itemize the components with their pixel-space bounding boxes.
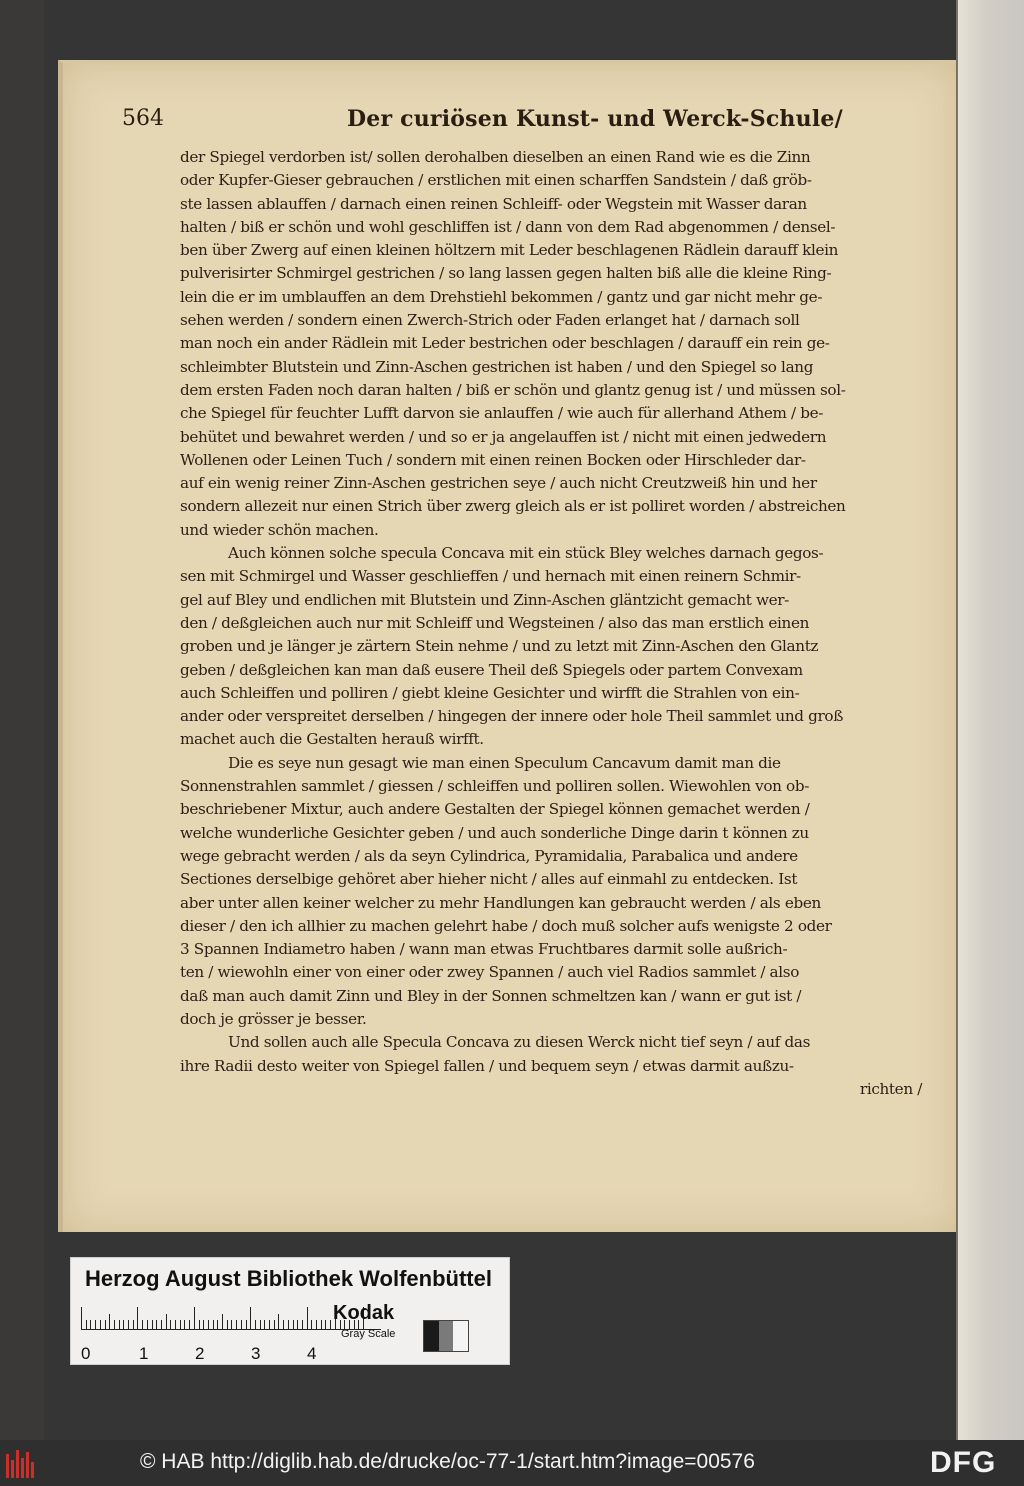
ruler-tick: [100, 1320, 101, 1329]
text-line: behütet und bewahret werden / und so er ja angelauffen ist / nicht mit einen jedwedern: [180, 427, 827, 446]
text-line: oder Kupfer-Gieser gebrauchen / erstlichen mit einen scharffen Sandstein / daß gröb-: [180, 171, 812, 190]
ruler-tick: [269, 1320, 270, 1329]
text-line: halten / biß er schön und wohl geschliffen ist / dann von dem Rad abgenommen / densel-: [180, 217, 836, 236]
ruler-tick: [147, 1320, 148, 1329]
ruler-tick: [227, 1320, 228, 1329]
ruler-tick: [180, 1320, 181, 1329]
gray-scale-label: Gray Scale: [341, 1328, 396, 1340]
ruler-tick: [236, 1320, 237, 1329]
text-line: schleimbter Blutstein und Zinn-Aschen gestrichen ist haben / und den Spiegel so lang: [180, 357, 814, 376]
hab-logo-icon: [6, 1448, 36, 1478]
ruler-tick: [81, 1307, 82, 1329]
gray-scale-swatches: [423, 1320, 469, 1352]
ruler-tick: [133, 1320, 134, 1329]
text-line: Auch können solche specula Concava mit ein stück Bley welches darnach gegos-: [228, 544, 824, 563]
ruler-tick: [288, 1320, 289, 1329]
text-line: daß man auch damit Zinn und Bley in der Sonnen schmeltzen kan / wann er gut ist /: [180, 986, 802, 1005]
ruler-tick: [194, 1307, 195, 1329]
ruler-tick: [241, 1320, 242, 1329]
text-line: lein die er im umblauffen an dem Drehstiehl bekommen / gantz und gar nicht mehr ge-: [180, 287, 823, 306]
text-line: ander oder verspreitet derselben / hingegen der innere oder hole Theil sammlet und groß: [180, 707, 843, 726]
ruler-tick: [302, 1320, 303, 1329]
text-line: welche wunderliche Gesichter geben / und auch sonderliche Dinge darin t können zu: [180, 823, 809, 842]
page-header: [122, 104, 932, 140]
body-text: [180, 146, 936, 1101]
ruler-tick: [105, 1320, 106, 1329]
ruler-tick: [86, 1320, 87, 1329]
text-line: 3 Spannen Indiametro haben / wann man etwas Fruchtbares darmit solle außrich-: [180, 940, 788, 959]
dfg-logo: DFG: [930, 1446, 997, 1479]
ruler-tick: [297, 1320, 298, 1329]
ruler-tick: [260, 1320, 261, 1329]
ruler-tick: [321, 1320, 322, 1329]
ruler-tick: [283, 1320, 284, 1329]
text-line: ste lassen ablauffen / darnach einen reinen Schleiff- oder Wegstein mit Wasser daran: [180, 194, 807, 213]
text-line: machet auch die Gestalten herauß wirfft.: [180, 730, 484, 749]
ruler-number: 2: [195, 1344, 205, 1363]
ruler-tick: [90, 1320, 91, 1329]
ruler-number: 3: [251, 1344, 261, 1363]
ruler-tick: [325, 1320, 326, 1329]
text-line: pulverisirter Schmirgel gestrichen / so lang lassen gegen halten biß alle die kleine Ring-: [180, 264, 832, 283]
text-line: ben über Zwerg auf einen kleinen höltzern mit Leder beschlagenen Rädlein darauff klein: [180, 241, 839, 260]
text-line: wege gebracht werden / als da seyn Cylindrica, Pyramidalia, Parabalica und andere: [180, 846, 798, 865]
ruler-tick: [119, 1320, 120, 1329]
swatch-white: [453, 1321, 468, 1351]
ruler-tick: [199, 1320, 200, 1329]
ruler-number: 1: [139, 1344, 149, 1363]
ruler-tick: [189, 1320, 190, 1329]
ruler-tick: [156, 1320, 157, 1329]
text-line: dem ersten Faden noch daran halten / biß er schön und glantz genug ist / und müssen sol-: [180, 380, 846, 399]
kodak-logo: Kodak: [333, 1302, 395, 1324]
text-line: Sectiones derselbige gehöret aber hieher nicht / alles auf einmahl zu entdecken. Ist: [180, 870, 798, 889]
text-line: ihre Radii desto weiter von Spiegel fallen / und bequem seyn / etwas darmit außzu-: [180, 1056, 794, 1075]
ruler-tick: [109, 1314, 110, 1329]
source-url[interactable]: © HAB http://diglib.hab.de/drucke/oc-77-1/start.htm?image=00576: [140, 1450, 755, 1473]
text-line: beschriebener Mixtur, auch andere Gestalten der Spiegel können gemachet werden /: [180, 800, 810, 819]
page-number: 564: [122, 106, 164, 131]
text-line: geben / deßgleichen kan man daß eusere Theil deß Spiegels oder partem Convexam: [180, 660, 803, 679]
ruler-tick: [142, 1320, 143, 1329]
ruler-tick: [255, 1320, 256, 1329]
ruler-tick: [208, 1320, 209, 1329]
ruler-tick: [311, 1320, 312, 1329]
text-line: richten /: [859, 1079, 922, 1098]
paragraph-1: [180, 146, 936, 542]
paragraph-3: [180, 752, 936, 1032]
ruler-number: 4: [307, 1344, 317, 1363]
ruler-tick: [170, 1320, 171, 1329]
ruler-tick: [278, 1314, 279, 1329]
ruler-tick: [95, 1320, 96, 1329]
library-color-target: [70, 1257, 510, 1365]
text-line: aber unter allen keiner welcher zu mehr Handlungen kan gebraucht werden / als eben: [180, 893, 821, 912]
text-line: gel auf Bley und endlichen mit Blutstein und Zinn-Aschen gläntzicht gemacht wer-: [180, 590, 789, 609]
ruler-tick: [250, 1307, 251, 1329]
ruler-tick: [114, 1320, 115, 1329]
text-line: auch Schleiffen und polliren / giebt kleine Gesichter und wirfft die Strahlen von ein-: [180, 683, 800, 702]
text-line: der Spiegel verdorben ist/ sollen derohalben dieselben an einen Rand wie es die Zinn: [180, 148, 811, 166]
paragraph-2: [180, 542, 936, 752]
ruler-tick: [217, 1320, 218, 1329]
text-line: Sonnenstrahlen sammlet / giessen / schleiffen und polliren sollen. Wiewohlen von ob-: [180, 777, 810, 796]
ruler-tick: [231, 1320, 232, 1329]
text-line: den / deßgleichen auch nur mit Schleiff und Wegsteinen / also das man erstlich einen: [180, 613, 810, 632]
text-line: und wieder schön machen.: [180, 520, 379, 539]
ruler-tick: [203, 1320, 204, 1329]
ruler-tick: [307, 1307, 308, 1329]
ruler-tick: [316, 1320, 317, 1329]
ruler-number: 0: [81, 1344, 91, 1363]
text-line: sehen werden / sondern einen Zwerch-Strich oder Faden erlanget hat / darnach soll: [180, 311, 800, 330]
ruler-tick: [274, 1320, 275, 1329]
text-line: ten / wiewohln einer von einer oder zwey Spannen / auch viel Radios sammlet / also: [180, 963, 800, 982]
ruler-tick: [166, 1314, 167, 1329]
ruler-tick: [152, 1320, 153, 1329]
text-line: groben und je länger je zärtern Stein nehme / und zu letzt mit Zinn-Aschen den Glantz: [180, 637, 819, 656]
ruler-tick: [161, 1320, 162, 1329]
ruler-tick: [137, 1307, 138, 1329]
paragraph-4: [180, 1031, 936, 1101]
ruler-tick: [128, 1320, 129, 1329]
ruler-tick: [123, 1320, 124, 1329]
ruler-tick: [222, 1314, 223, 1329]
ruler-tick: [330, 1320, 331, 1329]
running-title: Der curiösen Kunst- und Werck-Schule/: [347, 106, 843, 132]
ruler-tick: [213, 1320, 214, 1329]
text-line: Und sollen auch alle Specula Concava zu diesen Werck nicht tief seyn / auf das: [228, 1033, 811, 1052]
text-line: Wollenen oder Leinen Tuch / sondern mit einen reinen Bocken oder Hirschleder dar-: [180, 450, 806, 469]
swatch-gray: [439, 1321, 454, 1351]
text-line: man noch ein ander Rädlein mit Leder bestrichen oder beschlagen / darauff ein rein ge-: [180, 334, 830, 353]
facing-page-edge: [958, 0, 1024, 1440]
library-name: Herzog August Bibliothek Wolfenbüttel: [85, 1266, 492, 1291]
text-line: dieser / den ich allhier zu machen gelehrt habe / doch muß solcher aufs wenigste 2 oder: [180, 916, 832, 935]
ruler-tick: [184, 1320, 185, 1329]
text-line: auf ein wenig reiner Zinn-Aschen gestrichen seye / auch nicht Creutzweiß hin und her: [180, 474, 817, 493]
text-line: doch je grösser je besser.: [180, 1009, 367, 1028]
ruler-tick: [246, 1320, 247, 1329]
swatch-black: [424, 1321, 439, 1351]
text-line: che Spiegel für feuchter Lufft darvon sie anlauffen / wie auch für allerhand Athem / be-: [180, 404, 824, 423]
scan-left-margin: [0, 0, 44, 1440]
text-line: sen mit Schmirgel und Wasser geschlieffen / und hernach mit einen reinern Schmir-: [180, 567, 801, 586]
ruler-tick: [293, 1320, 294, 1329]
footer-bar: [0, 1440, 1024, 1486]
ruler-tick: [175, 1320, 176, 1329]
ruler-tick: [264, 1320, 265, 1329]
text-line: Die es seye nun gesagt wie man einen Speculum Cancavum damit man die: [228, 753, 781, 772]
text-line: sondern allezeit nur einen Strich über zwerg gleich als er ist polliret worden / abstreichen: [180, 497, 846, 516]
